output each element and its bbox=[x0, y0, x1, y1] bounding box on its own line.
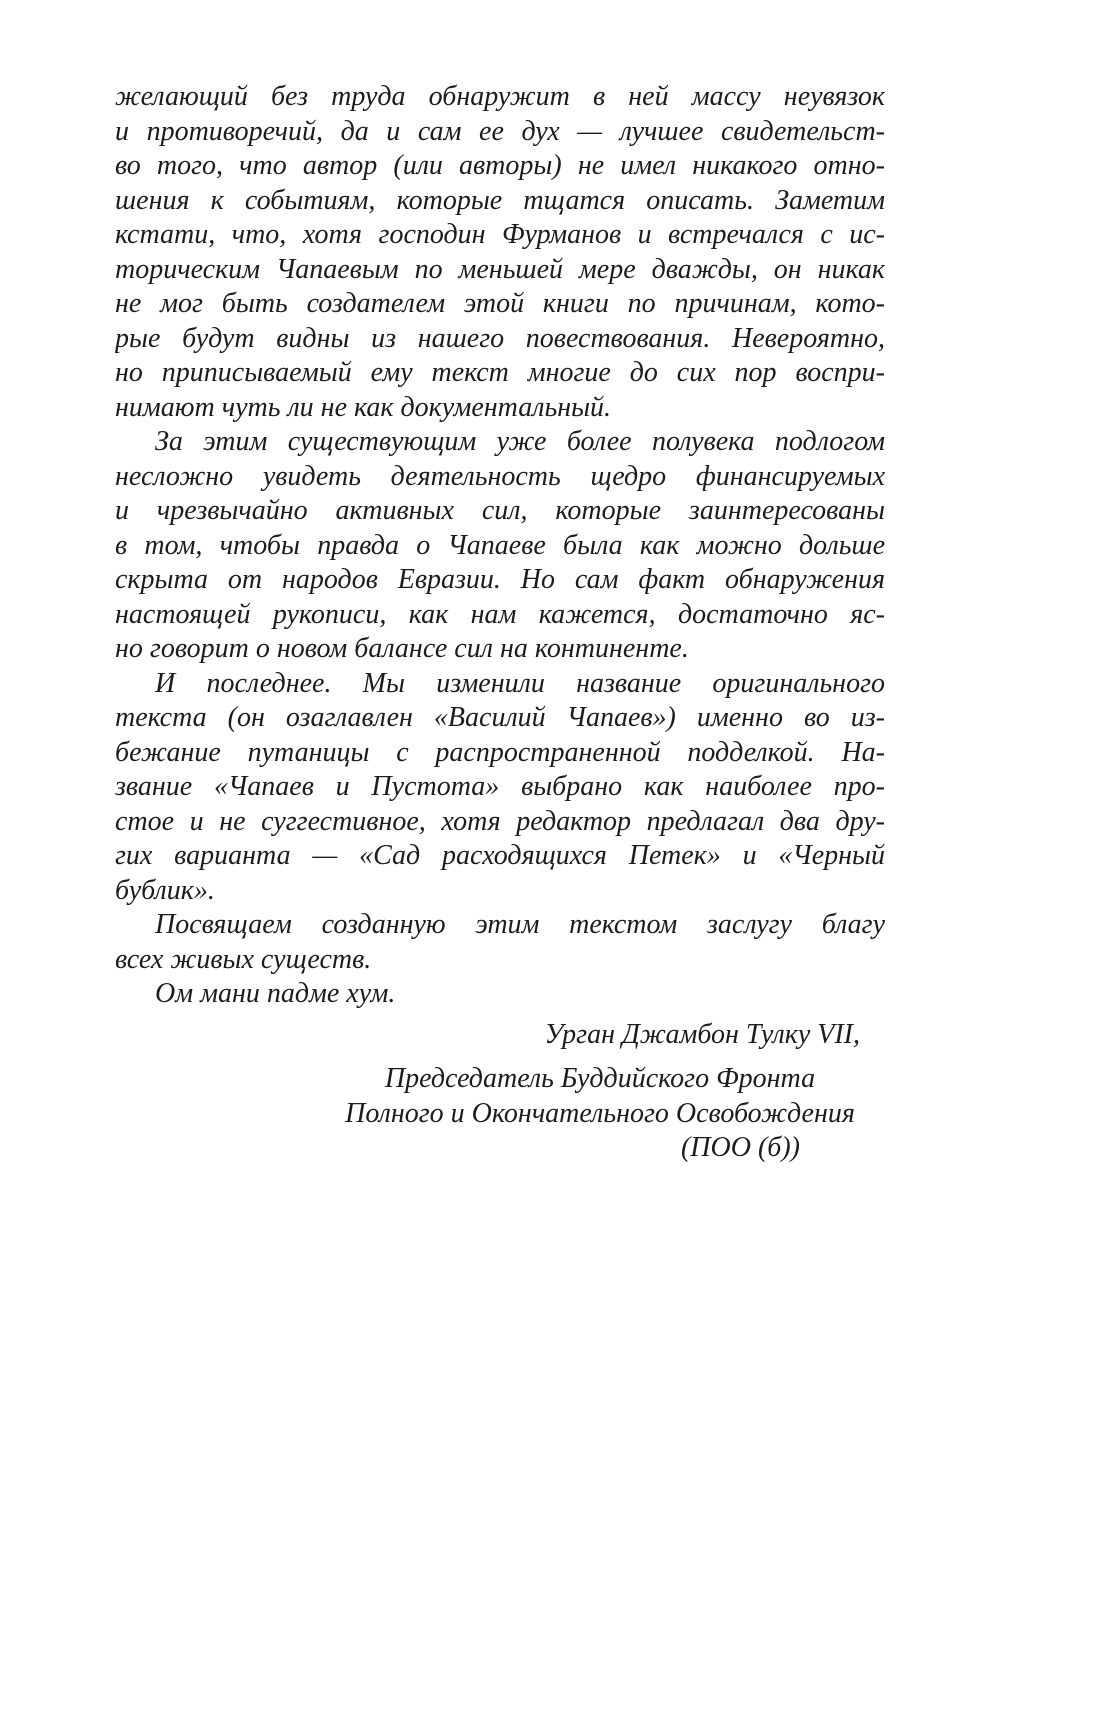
text-line: И последнее. Мы изменили название оригинального bbox=[155, 667, 885, 699]
text-line: стое и не суггестивное, хотя редактор предлагал два дру- bbox=[115, 805, 885, 837]
text-line: настоящей рукописи, как нам кажется, достаточно яс- bbox=[115, 598, 885, 630]
text-line: но говорит о новом балансе сил на континенте. bbox=[115, 633, 689, 664]
text-line: желающий без труда обнаружит в ней массу неувязок bbox=[115, 81, 885, 112]
text-line: скрыта от народов Евразии. Но сам факт обнаружения bbox=[115, 564, 885, 595]
signature-title-line-2: Полного и Окончательного Освобождения bbox=[345, 1097, 855, 1129]
paragraph bbox=[115, 80, 885, 425]
paragraph bbox=[115, 908, 885, 977]
text-line: звание «Чапаев и Пустота» выбрано как наиболее про- bbox=[115, 771, 885, 802]
text-line: За этим существующим уже более полувека подлогом bbox=[155, 426, 885, 457]
text-line: кстати, что, хотя господин Фурманов и встречался с ис- bbox=[115, 219, 885, 250]
text-line: гих варианта — «Сад расходящихся Петек» и «Черный bbox=[115, 840, 885, 871]
text-line: и противоречий, да и сам ее дух — лучшее свидетельст- bbox=[115, 115, 885, 147]
text-line: но приписываемый ему текст многие до сих пор воспри- bbox=[115, 357, 885, 388]
paragraph bbox=[115, 667, 885, 909]
text-line: во того, что автор (или авторы) не имел никакого отно- bbox=[115, 150, 885, 181]
text-line: в том, чтобы правда о Чапаеве была как можно дольше bbox=[115, 529, 885, 561]
text-line: бублик». bbox=[115, 874, 215, 906]
text-line: Ом мани падме хум. bbox=[155, 978, 396, 1009]
signature-org-abbrev: (ПОО (б)) bbox=[680, 1132, 800, 1163]
text-line: бежание путаницы с распространенной подделкой. На- bbox=[115, 736, 885, 768]
text-line: всех живых существ. bbox=[115, 943, 372, 975]
paragraphs-container bbox=[115, 80, 885, 1012]
page-text-block bbox=[115, 80, 885, 1166]
signature-title bbox=[115, 1062, 885, 1131]
text-line: Посвящаем созданную этим текстом заслугу благу bbox=[155, 909, 885, 940]
paragraph bbox=[115, 425, 885, 667]
signature-title-line-1: Председатель Буддийского Фронта bbox=[384, 1063, 816, 1094]
text-line: несложно увидеть деятельность щедро финансируемых bbox=[115, 460, 885, 492]
text-line: не мог быть создателем этой книги по причинам, кото- bbox=[115, 288, 885, 319]
text-line: торическим Чапаевым по меньшей мере дважды, он никак bbox=[115, 253, 885, 285]
text-line: текста (он озаглавлен «Василий Чапаев») именно во из- bbox=[115, 702, 885, 733]
text-line: рые будут видны из нашего повествования. Невероятно, bbox=[115, 322, 885, 354]
text-line: нимают чуть ли не как документальный. bbox=[115, 391, 612, 423]
text-line: и чрезвычайно активных сил, которые заинтересованы bbox=[115, 495, 885, 526]
signature-block bbox=[115, 1018, 885, 1166]
signature-author: Урган Джамбон Тулку VII, bbox=[544, 1018, 860, 1050]
paragraph bbox=[115, 977, 885, 1012]
text-line: шения к событиям, которые тщатся описать. Заметим bbox=[115, 184, 885, 216]
